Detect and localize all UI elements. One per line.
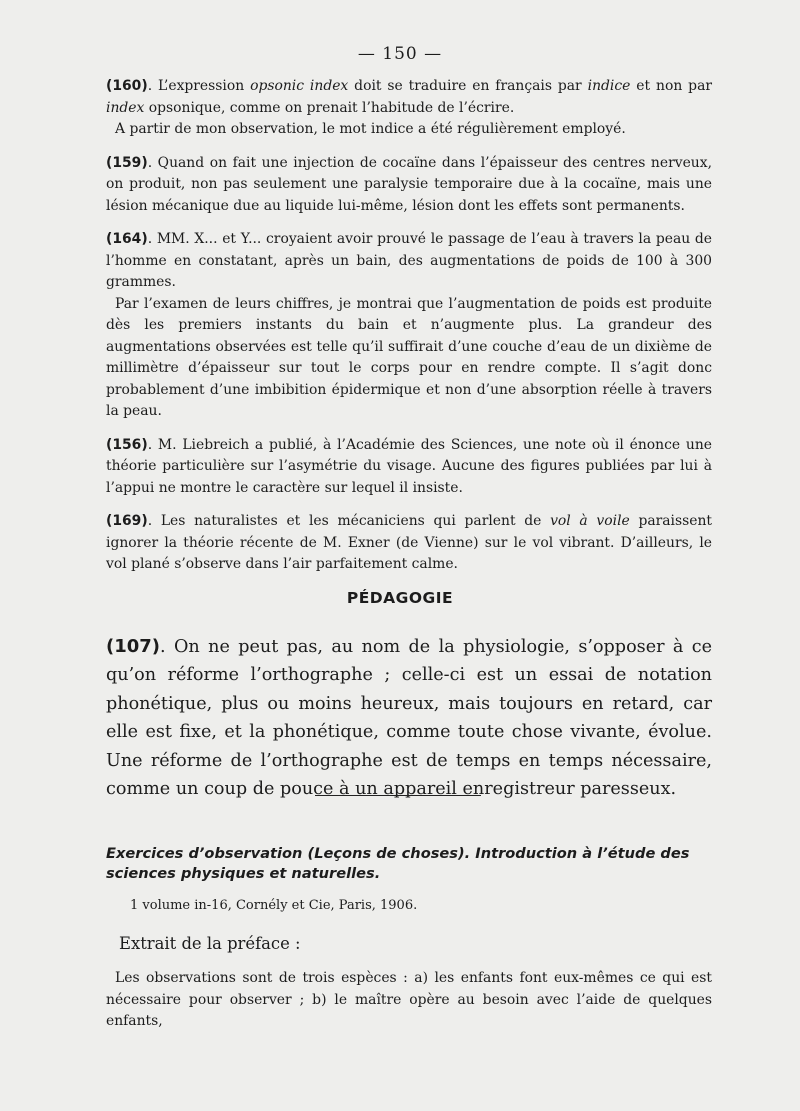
entry-107-paragraph [106,633,712,803]
entry-159 [106,153,712,218]
entry-164-paragraph-2 [106,294,712,423]
entry-164 [106,229,712,423]
entry-italic: vol à voile [550,513,630,529]
entry-159-paragraph [106,153,712,218]
book-title: Exercices d’observation (Leçons de choses). Introduction à l’étude des sciences physiques et naturelles. [106,845,690,882]
entry-number: (160) [106,78,148,94]
entries-list [106,76,712,588]
entry-160-paragraph [106,76,712,119]
entry-160 [106,76,712,141]
entry-156-paragraph [106,435,712,500]
entry-italic: indice [587,78,631,94]
extract-text [106,968,712,1033]
entry-italic: opsonic index [250,78,349,94]
book-publication: 1 volume in-16, Cornély et Cie, Paris, 1906. [130,898,418,913]
page-number: — 150 — [357,44,443,64]
entry-text: . L’expression [147,78,251,94]
entry-160-paragraph-2 [106,119,712,141]
entry-text: A partir de mon observation, le mot indice a été régulièrement employé. [115,121,626,137]
entry-164-paragraph [106,229,712,294]
entry-text: et non par [630,78,712,94]
entry-169-paragraph [106,511,712,576]
entry-italic: index [106,99,145,116]
entry-text: opsonique, comme on prenait l’habitude de l’écrire. [144,99,515,116]
entry-text: . MM. X... et Y... croyaient avoir prouvé le passage de l’eau à travers la peau de l’homme en constatant, après un bain, des augmentations de poids de 100 à 300 grammes. [106,231,712,290]
entry-text: . Les naturalistes et les mécaniciens qui parlent de [147,513,551,529]
entry-number: (159) [106,154,148,171]
extract-heading: Extrait de la préface : [119,934,301,953]
entry-text: Par l’examen de leurs chiffres, je montrai que l’augmentation de poids est produite dès les premiers instants du bain et n’augmente plus. La grandeur des augmentations observées est telle qu’il suffirait d’une couche d’eau de un dixième de millimètre d’épaisseur sur tout le corps pour en rendre compte. Il s’agit donc probablement d’une imbibition épidermique et non d’une absorption réelle à travers la peau. [106,295,712,419]
entry-169 [106,511,712,576]
entry-text: doit se traduire en français par [348,78,588,94]
divider-rule [315,795,481,796]
entry-text: . On ne peut pas, au nom de la physiologie, s’opposer à ce qu’on réforme l’orthographe ; celle-ci est un essai de notation phonétique, plus ou moins heureux, mais toujours en retard, car elle est fixe, et la phonétique, comme toute chose vivante, évolue. Une réforme de l’orthographe est de temps en temps nécessaire, comme un coup de pouce à un appareil enregistreur paresseux. [106,637,712,800]
entry-156 [106,435,712,500]
entry-107 [106,633,712,803]
entry-number: (164) [106,231,148,247]
entry-number: (107) [106,636,161,657]
entry-text: . M. Liebreich a publié, à l’Académie des Sciences, une note où il énonce une théorie particulière sur l’asymétrie du visage. Aucune des figures publiées par lui à l’appui ne montre le caractère sur lequel il insiste. [106,436,712,496]
extract-text-content: Les observations sont de trois espèces : a) les enfants font eux-mêmes ce qui est nécessaire pour observer ; b) le maître opère au besoin avec l’aide de quelques enfants, [106,970,712,1029]
entry-number: (169) [106,513,148,529]
entry-text: . Quand on fait une injection de cocaïne dans l’épaisseur des centres nerveux, on produit, non pas seulement une paralysie temporaire due à la cocaïne, mais une lésion mécanique due au liquide lui-même, lésion dont les effets sont permanents. [106,154,712,214]
entry-number: (156) [106,436,148,453]
entry-text: paraissent ignorer la théorie récente de M. Exner (de Vienne) sur le vol vibrant. D’ailleurs, le vol plané s’observe dans l’air parfaitement calme. [106,513,712,572]
section-title: PÉDAGOGIE [346,589,454,607]
